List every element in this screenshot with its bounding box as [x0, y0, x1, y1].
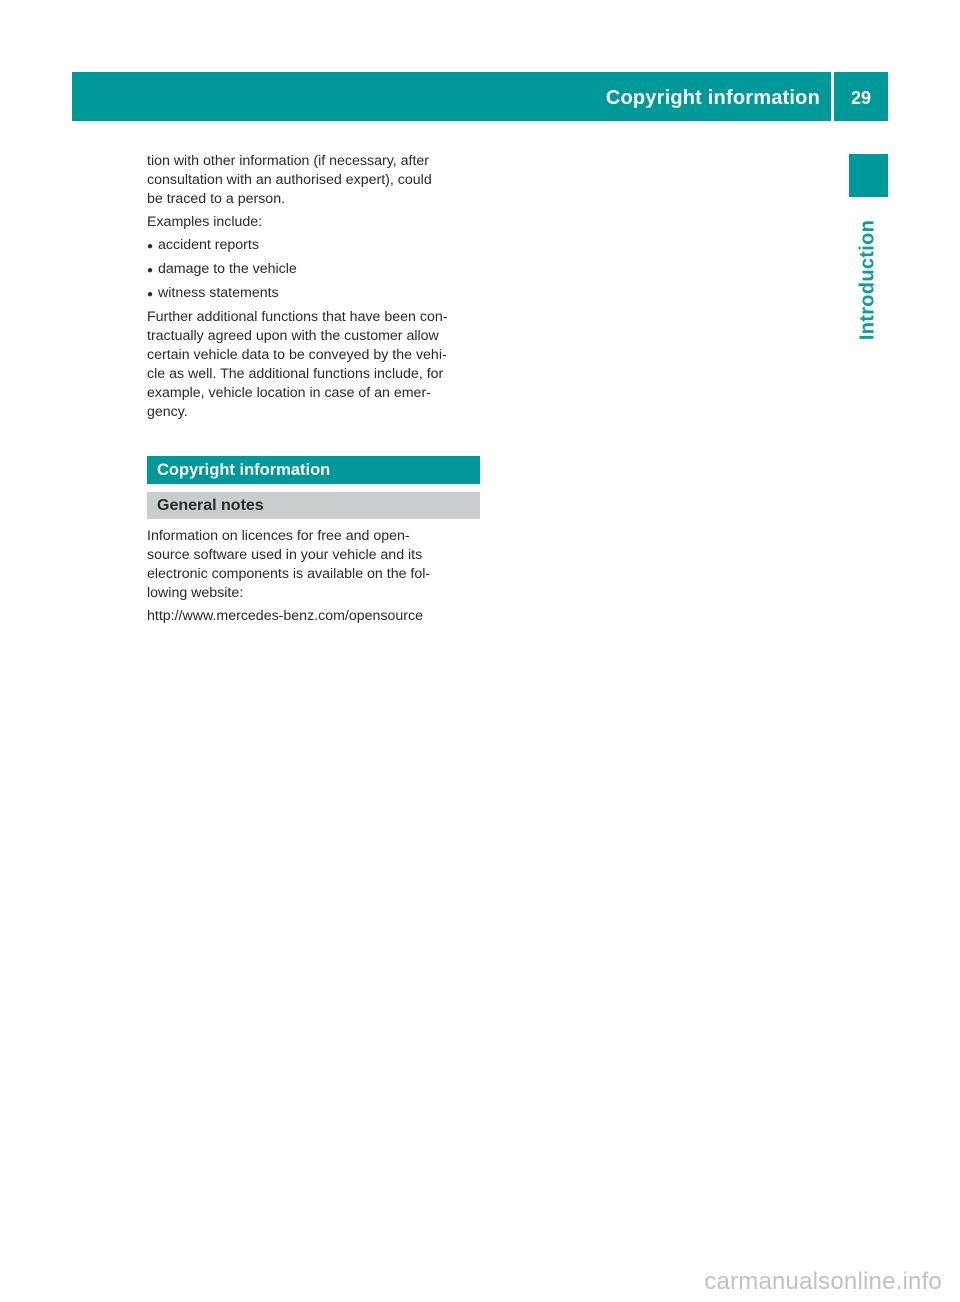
- further-functions-paragraph: [147, 308, 480, 422]
- bullet-icon: ●: [147, 241, 154, 252]
- chapter-tab-label: Introduction: [856, 219, 879, 341]
- text-line: Information on licences for free and open-: [147, 528, 410, 544]
- text-line: gency.: [147, 404, 188, 420]
- text-line: tion with other information (if necessary, after: [147, 153, 430, 169]
- text-line: consultation with an authorised expert), could: [147, 172, 432, 188]
- page-number: 29: [850, 88, 872, 108]
- subsection-heading: [147, 492, 480, 519]
- section-title: Copyright information: [157, 461, 331, 479]
- text-line: tractually agreed upon with the customer allow: [147, 328, 439, 344]
- continuation-paragraph: [147, 152, 480, 209]
- bullet-icon: ●: [147, 265, 154, 276]
- text-line: example, vehicle location in case of an emer-: [147, 385, 431, 401]
- text-line: be traced to a person.: [147, 191, 286, 207]
- text-line: lowing website:: [147, 585, 244, 601]
- examples-label: Examples include:: [147, 214, 263, 230]
- text-line: electronic components is available on the fol-: [147, 566, 431, 582]
- text-line: source software used in your vehicle and its: [147, 547, 423, 563]
- watermark: carmanualsonline.info: [704, 1268, 942, 1295]
- text-line: Further additional functions that have been con-: [147, 309, 448, 325]
- text-line: cle as well. The additional functions include, for: [147, 366, 444, 382]
- text-line: certain vehicle data to be conveyed by the vehi-: [147, 347, 447, 363]
- body-column: [147, 152, 480, 426]
- subsection-title: General notes: [157, 497, 264, 514]
- bullet-icon: ●: [147, 289, 154, 300]
- list-item: ● damage to the vehicle: [147, 260, 480, 280]
- header-title: Copyright information: [605, 87, 820, 109]
- general-notes-paragraph: [147, 527, 480, 603]
- section-heading: [147, 456, 480, 484]
- page-header: [72, 72, 888, 121]
- general-notes-body: [147, 527, 480, 630]
- chapter-tab-marker: [849, 154, 888, 197]
- list-item: ● accident reports: [147, 236, 480, 256]
- list-item: ● witness statements: [147, 284, 480, 304]
- examples-list: [147, 236, 480, 304]
- opensource-url[interactable]: http://www.mercedes-benz.com/opensource: [147, 608, 423, 624]
